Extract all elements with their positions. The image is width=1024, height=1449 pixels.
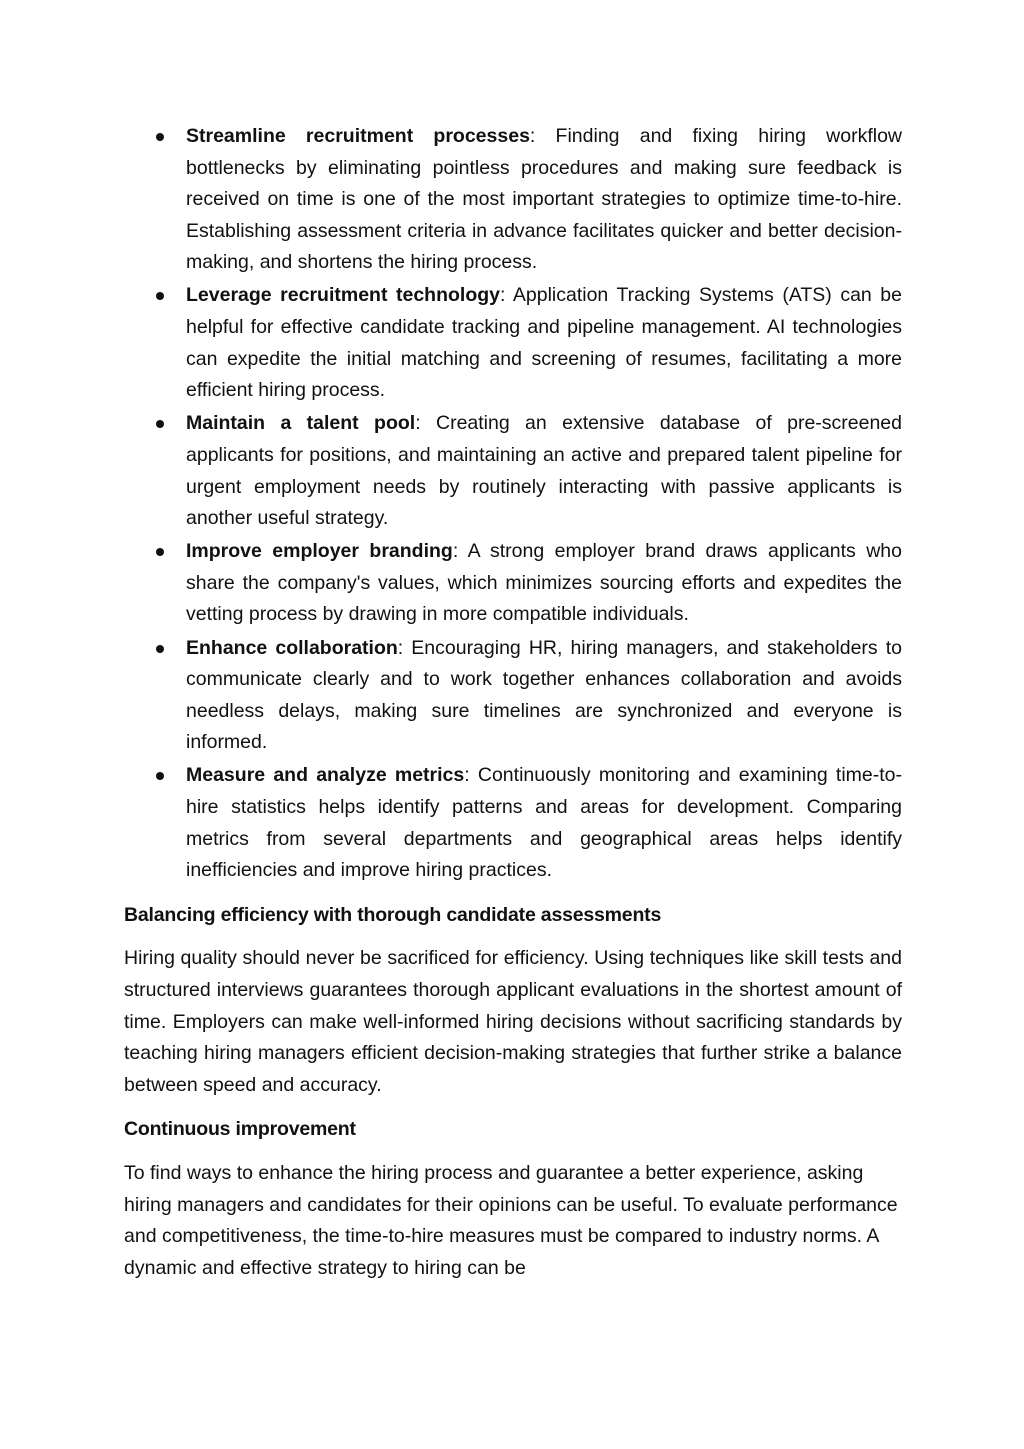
bullet-text: : Creating an extensive database of pre-screened applicants for positions, and maintaining an active and prepared talent pipeline for urgent employment needs by routinely interacting with passive applicants is another useful strategy. — [186, 412, 902, 530]
bullet-term: Leverage recruitment technology — [186, 284, 500, 307]
section-body-balancing: Hiring quality should never be sacrificed for efficiency. Using techniques like skill tests and structured interviews guarantees thorough applicant evaluations in the shortest amount of time. Employers can make well-informed hiring decisions without sacrificing standards by teaching hiring managers efficient decision-making strategies that further strike a balance between speed and accuracy. — [124, 947, 902, 1096]
bullet-text: : A strong employer brand draws applicants who share the company's values, which minimizes sourcing efforts and expedites the vetting process by drawing in more compatible individuals. — [186, 540, 903, 626]
bullet-dot-icon — [156, 133, 164, 141]
bullet-term: Streamline recruitment processes — [186, 125, 530, 147]
bullet-term: Maintain a talent pool — [186, 412, 416, 435]
bullet-item-technology — [124, 280, 902, 406]
section-heading-balancing: Balancing efficiency with thorough candidate assessments — [124, 903, 662, 926]
section-heading-continuous-improvement: Continuous improvement — [124, 1118, 356, 1141]
bullet-text: : Continuously monitoring and examining time-to-hire statistics helps identify patterns and areas for development. Comparing metrics from several departments and geographical areas helps identify inefficiencies and improve hiring practices. — [186, 764, 902, 882]
bullet-text: : Finding and fixing hiring workflow bottlenecks by eliminating pointless procedures and making sure feedback is received on time is one of the most important strategies to optimize time-to-hire. Establishing assessment criteria in advance facilitates quicker and better decision-making, and shortens the hiring process. — [186, 125, 903, 274]
bullet-item-branding — [124, 536, 902, 631]
bullet-text: : Encouraging HR, hiring managers, and stakeholders to communicate clearly and to work together enhances collaboration and avoids needless delays, making sure timelines are synchronized and everyone is informed. — [186, 636, 902, 754]
bullet-dot-icon — [156, 772, 164, 780]
bullet-dot-icon — [156, 292, 164, 300]
bullet-term: Improve employer branding — [186, 540, 453, 563]
bullet-term: Measure and analyze metrics — [186, 764, 465, 787]
bullet-item-metrics — [124, 760, 902, 886]
document-page — [124, 121, 902, 1284]
strategy-bullet-list — [124, 121, 902, 887]
bullet-item-streamline — [124, 121, 902, 279]
bullet-dot-icon — [156, 420, 164, 428]
bullet-dot-icon — [156, 645, 164, 653]
bullet-item-talent-pool — [124, 408, 902, 534]
section-body-continuous-improvement: To find ways to enhance the hiring process and guarantee a better experience, asking hiring managers and candidates for their opinions can be useful. To evaluate performance and competitiveness, the time-to-hire measures must be compared to industry norms. A dynamic and effective strategy to hiring can be — [124, 1161, 898, 1279]
bullet-dot-icon — [156, 548, 164, 556]
bullet-term: Enhance collaboration — [186, 636, 398, 659]
bullet-text: : Application Tracking Systems (ATS) can be helpful for effective candidate tracking and pipeline management. AI technologies can expedite the initial matching and screening of resumes, facilitating a more efficient hiring process. — [186, 284, 902, 402]
bullet-item-collaboration — [124, 633, 902, 759]
